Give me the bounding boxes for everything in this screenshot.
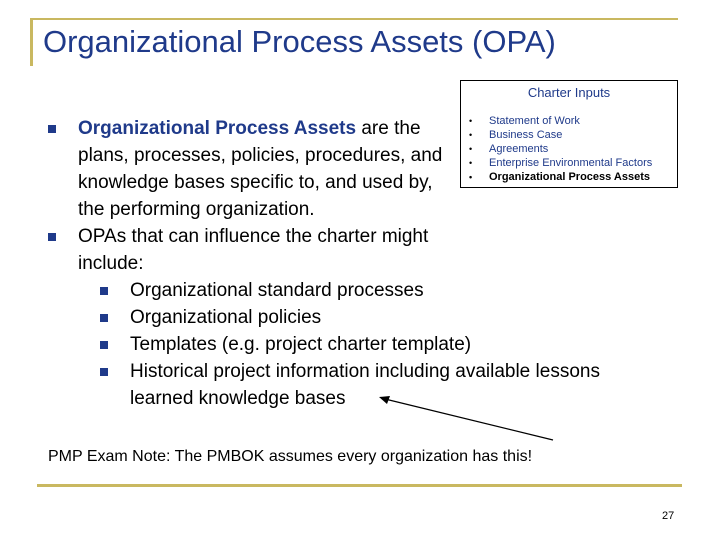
exam-note: PMP Exam Note: The PMBOK assumes every organization has this! (48, 448, 533, 465)
bullet-dot-icon: • (469, 130, 473, 140)
slide-title: Organizational Process Assets (OPA) (43, 24, 556, 59)
title-frame-horizontal (30, 18, 678, 20)
opa-influence-text: OPAs that can influence the charter might include: (78, 226, 429, 274)
sub-bullet-text: Organizational policies (130, 307, 322, 328)
sub-bullet-text: Templates (e.g. project charter template) (130, 334, 472, 355)
sub-bullet-item (48, 358, 630, 412)
charter-input-label: Agreements (489, 143, 549, 155)
bullet-dot-icon: • (469, 144, 473, 154)
charter-input-label: Enterprise Environmental Factors (489, 157, 653, 169)
opa-definition-text: plans, processes, policies, procedures, and knowledge bases specific to, and used by, the performing organization. (78, 145, 443, 220)
slide-body (48, 115, 648, 412)
bullet-dot-icon: • (469, 158, 473, 168)
square-bullet-icon (100, 287, 108, 295)
sub-bullet-item (48, 277, 648, 304)
charter-input-label: Business Case (489, 129, 563, 141)
square-bullet-icon (100, 341, 108, 349)
sub-bullet-text: Organizational standard processes (130, 280, 424, 301)
sub-bullet-item (48, 331, 648, 358)
bullet-opa-influence (48, 223, 478, 277)
title-frame-vertical (30, 18, 33, 66)
square-bullet-icon (100, 368, 108, 376)
page-number: 27 (662, 510, 675, 522)
sub-bullet-item (48, 304, 648, 331)
square-bullet-icon (48, 233, 56, 241)
charter-input-label: Organizational Process Assets (489, 171, 650, 183)
opa-definition-line1: are the (356, 118, 421, 139)
sub-bullet-text: Historical project information including available lessons learned knowledge bases (130, 361, 600, 409)
charter-inputs-heading: Charter Inputs (527, 85, 611, 100)
opa-term: Organizational Process Assets (78, 118, 357, 139)
bullet-dot-icon: • (469, 116, 473, 126)
square-bullet-icon (48, 125, 56, 133)
charter-input-label: Statement of Work (489, 115, 580, 127)
bullet-dot-icon: • (469, 172, 473, 182)
bullet-opa-definition (48, 115, 458, 223)
square-bullet-icon (100, 314, 108, 322)
footer-divider (37, 484, 682, 487)
